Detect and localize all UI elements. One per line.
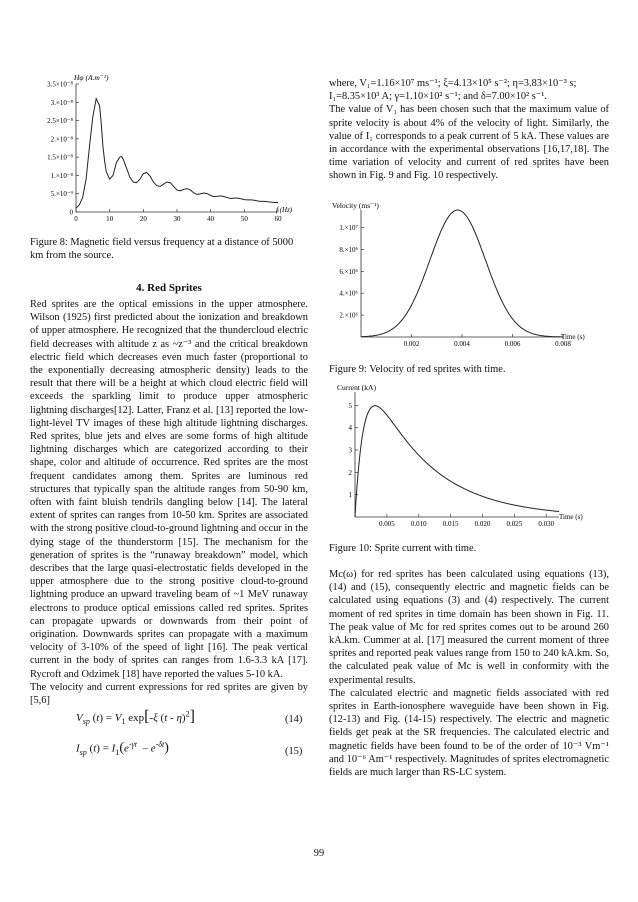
fig8-chart xyxy=(30,60,308,228)
x-tick-label: 0.006 xyxy=(504,340,521,348)
y-tick-label: 8.×10⁶ xyxy=(339,245,358,254)
equation-15: $I_{sp}$ $(t) = I_1(e^{-\gamma t} - e^{-\delta t})$ xyxy=(76,740,169,757)
constants-line-1: where, V₁=1.16×10⁷ ms⁻¹; ξ=4.13×10⁵ s⁻²; η=3.83×10⁻³ s; xyxy=(329,78,577,89)
x-tick-label: 0.008 xyxy=(555,340,571,348)
fig10-ylabel: Current (kA) xyxy=(337,383,376,392)
section4-paragraph-2: The velocity and current expressions for red sprites are given by [5,6] xyxy=(30,681,308,707)
right-column-text-top xyxy=(329,77,609,183)
y-tick-label: 4.×10⁶ xyxy=(339,289,358,298)
right-column-text-bottom xyxy=(329,568,609,779)
right-paragraph-1: The value of V₁ has been chosen such that the maximum value of sprite velocity is about 4% of the velocity of light. Similarly, the value of I₁ corresponds to a peak current of 5 kA. These values are in accordance with the experimental observations [16,17,18]. The time variation of velocity and current of red sprites have been shown in Fig. 9 and Fig. 10 respectively. xyxy=(329,104,609,182)
x-tick-label: 0.002 xyxy=(403,340,420,348)
x-tick-label: 0 xyxy=(74,215,78,223)
constants-line-2: I₁=8.35×10³ A; γ=1.10×10² s⁻¹; and δ=7.00×10² s⁻¹. xyxy=(329,91,547,103)
x-tick-label: 50 xyxy=(240,215,248,223)
fig10-series-line xyxy=(355,406,559,517)
x-tick-label: 20 xyxy=(139,215,147,223)
y-tick-label: 2.×10⁶ xyxy=(339,311,358,320)
y-tick-label: 1 xyxy=(348,491,352,500)
fig9-xlabel: Time (s) xyxy=(561,333,585,341)
fig9-chart xyxy=(329,196,609,354)
page-number: 99 xyxy=(313,848,325,859)
x-tick-label: 0.010 xyxy=(410,520,427,528)
equation-14-number: (14) xyxy=(285,714,303,725)
equation-15-number: (15) xyxy=(285,746,303,757)
y-tick-label: 1.5×10⁻⁸ xyxy=(47,153,73,162)
fig9-series-line xyxy=(361,210,563,337)
y-tick-label: 3.5×10⁻⁸ xyxy=(47,80,73,89)
fig9-ylabel: Velocity (ms⁻¹) xyxy=(332,201,379,210)
fig9-caption: Figure 9: Velocity of red sprites with time. xyxy=(329,364,506,375)
equation-14: $V_{sp}$ $(t) = V_1$ exp[-ξ (t - η)$^2$] xyxy=(76,708,195,727)
right-paragraph-2: Mc(ω) for red sprites has been calculated using equations (13), (14) and (15), consequently electric and magnetic fields can be calculated using equations (3) and (4) respectively. The current moment of red sprites in time domain has been shown in Fig. 11. The peak value of Mc for red sprites comes out to be around 260 kA.km. Cummer at al. [17] measured the current moment of three sprites and reported peak values range from 150 to 240 kA.km. So, the calculated peak value of Mc is well in conformity with the experimental results. xyxy=(329,569,609,686)
fig8-ylabel: Hφ (A.m⁻¹) xyxy=(74,73,109,82)
x-tick-label: 0.025 xyxy=(506,520,523,528)
y-tick-label: 6.×10⁶ xyxy=(339,267,358,276)
fig8-xlabel: f (Hz) xyxy=(276,206,293,214)
fig8-caption: Figure 8: Magnetic field versus frequency at a distance of 5000 km from the source. xyxy=(30,237,294,262)
y-tick-label: 1.×10⁻⁸ xyxy=(50,171,73,180)
x-tick-label: 10 xyxy=(106,215,114,223)
y-tick-label: 3.×10⁻⁸ xyxy=(50,98,73,107)
y-tick-label: 1.×10⁷ xyxy=(339,224,358,233)
right-paragraph-3: The calculated electric and magnetic fields associated with red sprites in Earth-ionosphere waveguide have been shown in Fig. (12-13) and Fig. (14-15) respectively. The electric and magnetic fields get peak at the SR frequencies. The calculated electric and magnetic fields have been found to be of the order of 10⁻³ Vm⁻¹ and 10⁻⁶ Am⁻¹ respectively. Magnitudes of sprites electromagnetic fields are much larger than RS-LC system. xyxy=(329,687,609,779)
fig10-xlabel: Time (s) xyxy=(559,513,583,521)
left-column-text xyxy=(30,298,308,707)
x-tick-label: 0.004 xyxy=(454,340,470,348)
x-tick-label: 0.020 xyxy=(474,520,491,528)
x-tick-label: 30 xyxy=(173,215,181,223)
fig8-series-line xyxy=(76,99,278,209)
fig10-chart xyxy=(329,378,609,530)
y-tick-label: 2.5×10⁻⁸ xyxy=(47,117,73,126)
section4-paragraph-1: Red sprites are the optical emissions in the upper atmosphere. Wilson (1925) first predicted about the ionization and breakdown of upper atmosphere. He recognized that the thundercloud electric field decreases with altitude z as ~z⁻³ and the critical breakdown electric field which decreases even much faster (proportional to the exponentially decreasing atmospheric density) leads to the result that there will be a height at which cloud electric field will exceeds the sparkling limit to produce upper atmospheric lightning discharges[12]. Latter, Franz et al. [13] reported the low-light-level TV images of these high altitude lightning discharges. Red sprites, blue jets and elves are some forms of high altitude lightning discharges which are categorized according to their shape, color and altitude of occurrence. Red sprites are the most frequent candidates among them. Sprites are luminous red structures that typically span the altitude ranges from 50-90 km, often with faint bluish tendrils dangling below [14]. The lateral extent of sprites can ranges from 10-50 km. Sprites are associated with the strong positive cloud-to-ground lightning and occur in the dying stage of the thunderstorm [15]. The mechanism for the generation of sprites is the “runaway breakdown” model, which describes that the large quasi-electrostatic fields developed in the upper atmosphere due to the strong positive cloud-to-ground lightning produce an upward traveling beam of ~1 MeV runaway electrons to produce optical emissions called red sprites. Sprites can propagate upwards or downwards from their point of origination. Downwards sprites can propagate with a maximum velocity of 3-10% of the speed of light [16]. The peak vertical current in the body of sprites can ranges from 1.6-3.3 kA [17]. Rycroft and Odzimek [18] have reported the values 5-10 kA. xyxy=(30,299,308,680)
y-tick-label: 5.×10⁻⁹ xyxy=(50,190,73,199)
x-tick-label: 0.015 xyxy=(442,520,459,528)
x-tick-label: 60 xyxy=(274,215,282,223)
y-tick-label: 3 xyxy=(348,446,352,455)
section-heading: 4. Red Sprites xyxy=(136,282,202,294)
x-tick-label: 40 xyxy=(207,215,215,223)
y-tick-label: 5 xyxy=(348,401,352,410)
y-tick-label: 2.×10⁻⁸ xyxy=(50,135,73,144)
y-tick-label: 4 xyxy=(348,424,352,433)
x-tick-label: 0.005 xyxy=(379,520,395,528)
y-tick-label: 2 xyxy=(348,468,352,477)
x-tick-label: 0.030 xyxy=(538,520,555,528)
fig10-caption: Figure 10: Sprite current with time. xyxy=(329,543,477,554)
y-tick-label: 0 xyxy=(69,208,73,217)
